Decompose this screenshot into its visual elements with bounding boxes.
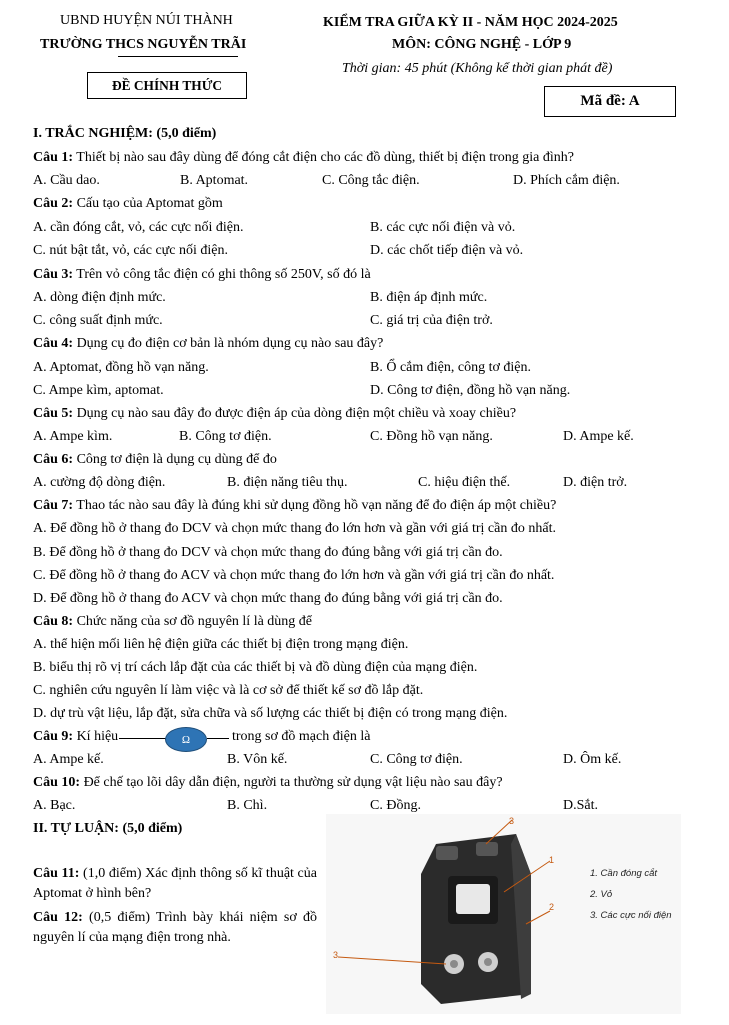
- q8-option-c: C. nghiên cứu nguyên lí làm việc và là cơ sở để thiết kế sơ đồ lắp đặt.: [33, 683, 424, 698]
- q6-option-b: B. điện năng tiêu thụ.: [227, 475, 348, 490]
- exam-code-box: Mã đề: A: [544, 86, 676, 117]
- q10-option-c: C. Đồng.: [370, 798, 421, 813]
- q6-option-d: D. điện trở.: [563, 475, 628, 490]
- subject-line: MÔN: CÔNG NGHỆ - LỚP 9: [392, 37, 572, 52]
- toggle-lever-icon: [456, 884, 490, 914]
- q3-option-a: A. dòng điện định mức.: [33, 290, 166, 305]
- legend-item-1: 1. Cần đóng cắt: [590, 868, 658, 879]
- question-12: Câu 12: (0,5 điểm) Trình bày khái niệm sơ đồ nguyên lí của mạng điện trong nhà.: [33, 910, 317, 945]
- q6-option-c: C. hiệu điện thế.: [418, 475, 511, 490]
- official-exam-box: ĐỀ CHÍNH THỨC: [87, 72, 247, 99]
- q3-option-c: C. công suất định mức.: [33, 313, 163, 328]
- q8-option-a: A. thể hiện mối liên hệ điện giữa các thiết bị điện trong mạng điện.: [33, 637, 409, 652]
- q1-option-a: A. Cầu dao.: [33, 173, 100, 188]
- q9-option-d: D. Ôm kế.: [563, 752, 622, 767]
- q4-option-c: C. Ampe kìm, aptomat.: [33, 383, 164, 398]
- time-line: Thời gian: 45 phút (Không kể thời gian phát đề): [342, 61, 613, 76]
- q10-option-b: B. Chì.: [227, 798, 268, 813]
- screw-bottom-left: [450, 960, 458, 968]
- q7-option-c: C. Để đồng hồ ở thang đo ACV và chọn mức thang đo lớn hơn và gần với giá trị cần đo nhất.: [33, 568, 555, 583]
- q9-option-b: B. Vôn kế.: [227, 752, 288, 767]
- question-9-suffix: trong sơ đồ mạch điện là: [232, 729, 371, 744]
- q4-option-d: D. Công tơ điện, đồng hồ vạn năng.: [370, 383, 571, 398]
- q1-option-d: D. Phích cắm điện.: [513, 173, 620, 188]
- callout-2: 2: [549, 902, 555, 912]
- q5-option-b: B. Công tơ điện.: [179, 429, 272, 444]
- question-6: Câu 6: Công tơ điện là dụng cụ dùng để đo: [33, 452, 277, 467]
- ohm-symbol-lead-left: [119, 738, 169, 739]
- question-9-prefix: Câu 9: Kí hiệu: [33, 729, 119, 744]
- q5-option-c: C. Đồng hồ vạn năng.: [370, 429, 493, 444]
- terminal-top-right: [476, 842, 498, 856]
- exam-title: KIỂM TRA GIỮA KỲ II - NĂM HỌC 2024-2025: [323, 15, 618, 30]
- school-underline: [118, 56, 238, 57]
- q1-option-c: C. Công tắc điện.: [322, 173, 420, 188]
- question-4: Câu 4: Dụng cụ đo điện cơ bản là nhóm dụng cụ nào sau đây?: [33, 336, 384, 351]
- q5-option-d: D. Ampe kế.: [563, 429, 634, 444]
- q9-option-c: C. Công tơ điện.: [370, 752, 463, 767]
- q1-option-b: B. Aptomat.: [180, 173, 249, 188]
- district-name: UBND HUYỆN NÚI THÀNH: [60, 13, 233, 28]
- q7-option-a: A. Để đồng hồ ở thang đo DCV và chọn mức thang đo lớn hơn và gần với giá trị cần đo nhất.: [33, 521, 556, 536]
- callout-3-bottom: 3: [333, 950, 339, 960]
- q3-option-d: C. giá trị của điện trở.: [370, 313, 493, 328]
- q2-option-b: B. các cực nối điện và vỏ.: [370, 220, 516, 235]
- question-7: Câu 7: Thao tác nào sau đây là đúng khi sử dụng đồng hồ vạn năng để đo điện áp một chiều?: [33, 498, 557, 513]
- ohm-symbol-lead-right: [207, 738, 229, 739]
- q7-option-d: D. Để đồng hồ ở thang đo ACV và chọn mức thang đo đúng bằng với giá trị cần đo.: [33, 591, 503, 606]
- q7-option-b: B. Để đồng hồ ở thang đo DCV và chọn mức thang đo đúng bằng với giá trị cần đo.: [33, 545, 503, 560]
- school-name: TRƯỜNG THCS NGUYỄN TRÃI: [40, 37, 247, 52]
- section-essay-title: II. TỰ LUẬN: (5,0 điểm): [33, 821, 183, 836]
- q9-option-a: A. Ampe kế.: [33, 752, 104, 767]
- question-8: Câu 8: Chức năng của sơ đồ nguyên lí là dùng để: [33, 614, 313, 629]
- q2-option-a: A. cần đóng cắt, vỏ, các cực nối điện.: [33, 220, 244, 235]
- terminal-top-left: [436, 846, 458, 860]
- q6-option-a: A. cường độ dòng điện.: [33, 475, 166, 490]
- screw-bottom-right: [484, 958, 492, 966]
- question-10: Câu 10: Để chế tạo lõi dây dẫn điện, người ta thường sử dụng vật liệu nào sau đây?: [33, 775, 503, 790]
- legend-item-3: 3. Các cực nối điện: [590, 910, 672, 921]
- legend-item-2: 2. Vỏ: [590, 889, 613, 900]
- q4-option-b: B. Ổ cắm điện, công tơ điện.: [370, 360, 531, 375]
- q4-option-a: A. Aptomat, đồng hồ vạn năng.: [33, 360, 209, 375]
- question-5: Câu 5: Dụng cụ nào sau đây đo được điện áp của dòng điện một chiều và xoay chiều?: [33, 406, 517, 421]
- q8-option-b: B. biểu thị rõ vị trí cách lắp đặt của các thiết bị và đồ dùng điện của mạng điện.: [33, 660, 478, 675]
- q2-option-c: C. nút bật tắt, vỏ, các cực nối điện.: [33, 243, 228, 258]
- question-11: Câu 11: (1,0 điểm) Xác định thông số kĩ thuật của Aptomat ở hình bên?: [33, 866, 317, 901]
- callout-1: 1: [549, 855, 555, 865]
- question-3: Câu 3: Trên vỏ công tắc điện có ghi thông số 250V, số đó là: [33, 267, 371, 282]
- q10-option-d: D.Sắt.: [563, 798, 598, 813]
- q3-option-b: B. điện áp định mức.: [370, 290, 488, 305]
- ohmmeter-symbol-icon: Ω: [165, 727, 207, 752]
- callout-3-top: 3: [509, 816, 515, 826]
- q10-option-a: A. Bạc.: [33, 798, 76, 813]
- section-multiple-choice-title: I. TRẮC NGHIỆM: (5,0 điểm): [33, 126, 217, 141]
- q5-option-a: A. Ampe kìm.: [33, 429, 113, 444]
- question-2: Câu 2: Cấu tạo của Aptomat gồm: [33, 196, 223, 211]
- q8-option-d: D. dự trù vật liệu, lắp đặt, sửa chữa và số lượng các thiết bị điện có trong mạng điện.: [33, 706, 508, 721]
- question-1: Câu 1: Thiết bị nào sau đây dùng để đóng cắt điện cho các đồ dùng, thiết bị điện trong gia đình?: [33, 150, 574, 165]
- q2-option-d: D. các chốt tiếp điện và vỏ.: [370, 243, 524, 258]
